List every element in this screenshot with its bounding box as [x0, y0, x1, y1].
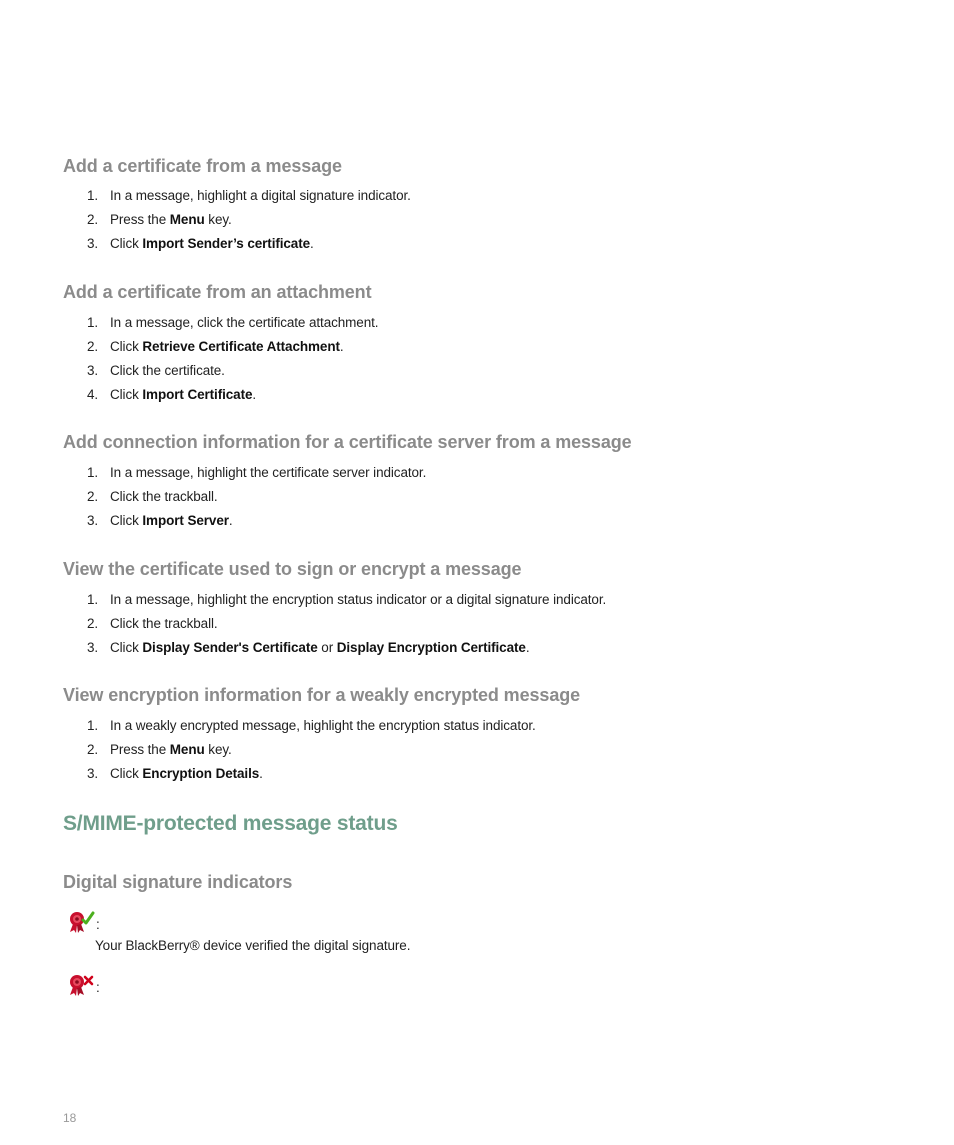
step-item: 2. Press the Menu key. — [87, 212, 232, 227]
step-item: 1. In a message, highlight a digital signature indicator. — [87, 188, 411, 203]
step-item: 3. Click Encryption Details. — [87, 766, 263, 781]
section-view-encryption-info — [63, 684, 923, 781]
page-number: 18 — [63, 1111, 77, 1125]
sub-heading: Digital signature indicators — [63, 872, 293, 892]
step-item: 2. Click the trackball. — [87, 489, 218, 504]
steps-list — [87, 184, 411, 256]
main-heading-block — [63, 811, 923, 837]
section-heading: View the certificate used to sign or encrypt a message — [63, 559, 522, 579]
steps-list — [87, 588, 606, 660]
section-add-connection-info — [63, 431, 923, 528]
indicator-description: Your BlackBerry® device verified the digital signature. — [95, 938, 411, 953]
indicator-failed — [66, 973, 100, 1002]
section-add-cert-from-attachment — [63, 281, 923, 402]
step-item: 3. Click Display Sender's Certificate or Display Encryption Certificate. — [87, 640, 530, 655]
section-heading: Add connection information for a certificate server from a message — [63, 432, 632, 452]
step-item: 2. Press the Menu key. — [87, 742, 232, 757]
signature-verified-icon — [66, 910, 96, 939]
main-heading: S/MIME-protected message status — [63, 812, 398, 835]
step-item: 1. In a message, highlight the encryption status indicator or a digital signature indicator. — [87, 592, 607, 607]
section-heading: Add a certificate from an attachment — [63, 282, 372, 302]
indicator-colon: : — [96, 980, 100, 995]
section-heading: View encryption information for a weakly encrypted message — [63, 685, 581, 705]
section-view-certificate — [63, 558, 923, 655]
step-item: 3. Click Import Server. — [87, 513, 233, 528]
indicator-verified — [66, 910, 100, 939]
section-heading: Add a certificate from a message — [63, 156, 342, 176]
step-item: 3. Click Import Sender’s certificate. — [87, 236, 314, 251]
sub-heading-block — [63, 871, 923, 893]
step-item: 1. In a weakly encrypted message, highlight the encryption status indicator. — [87, 718, 536, 733]
step-item: 1. In a message, highlight the certificate server indicator. — [87, 465, 427, 480]
step-item: 3. Click the certificate. — [87, 363, 225, 378]
step-item: 2. Click Retrieve Certificate Attachment. — [87, 339, 344, 354]
signature-failed-icon — [66, 973, 96, 1002]
section-add-cert-from-message — [63, 155, 923, 251]
step-item: 4. Click Import Certificate. — [87, 387, 257, 402]
steps-list — [87, 714, 536, 786]
indicator-colon: : — [96, 917, 100, 932]
steps-list — [87, 311, 378, 407]
step-item: 2. Click the trackball. — [87, 616, 218, 631]
steps-list — [87, 461, 426, 533]
step-item: 1. In a message, click the certificate attachment. — [87, 315, 379, 330]
